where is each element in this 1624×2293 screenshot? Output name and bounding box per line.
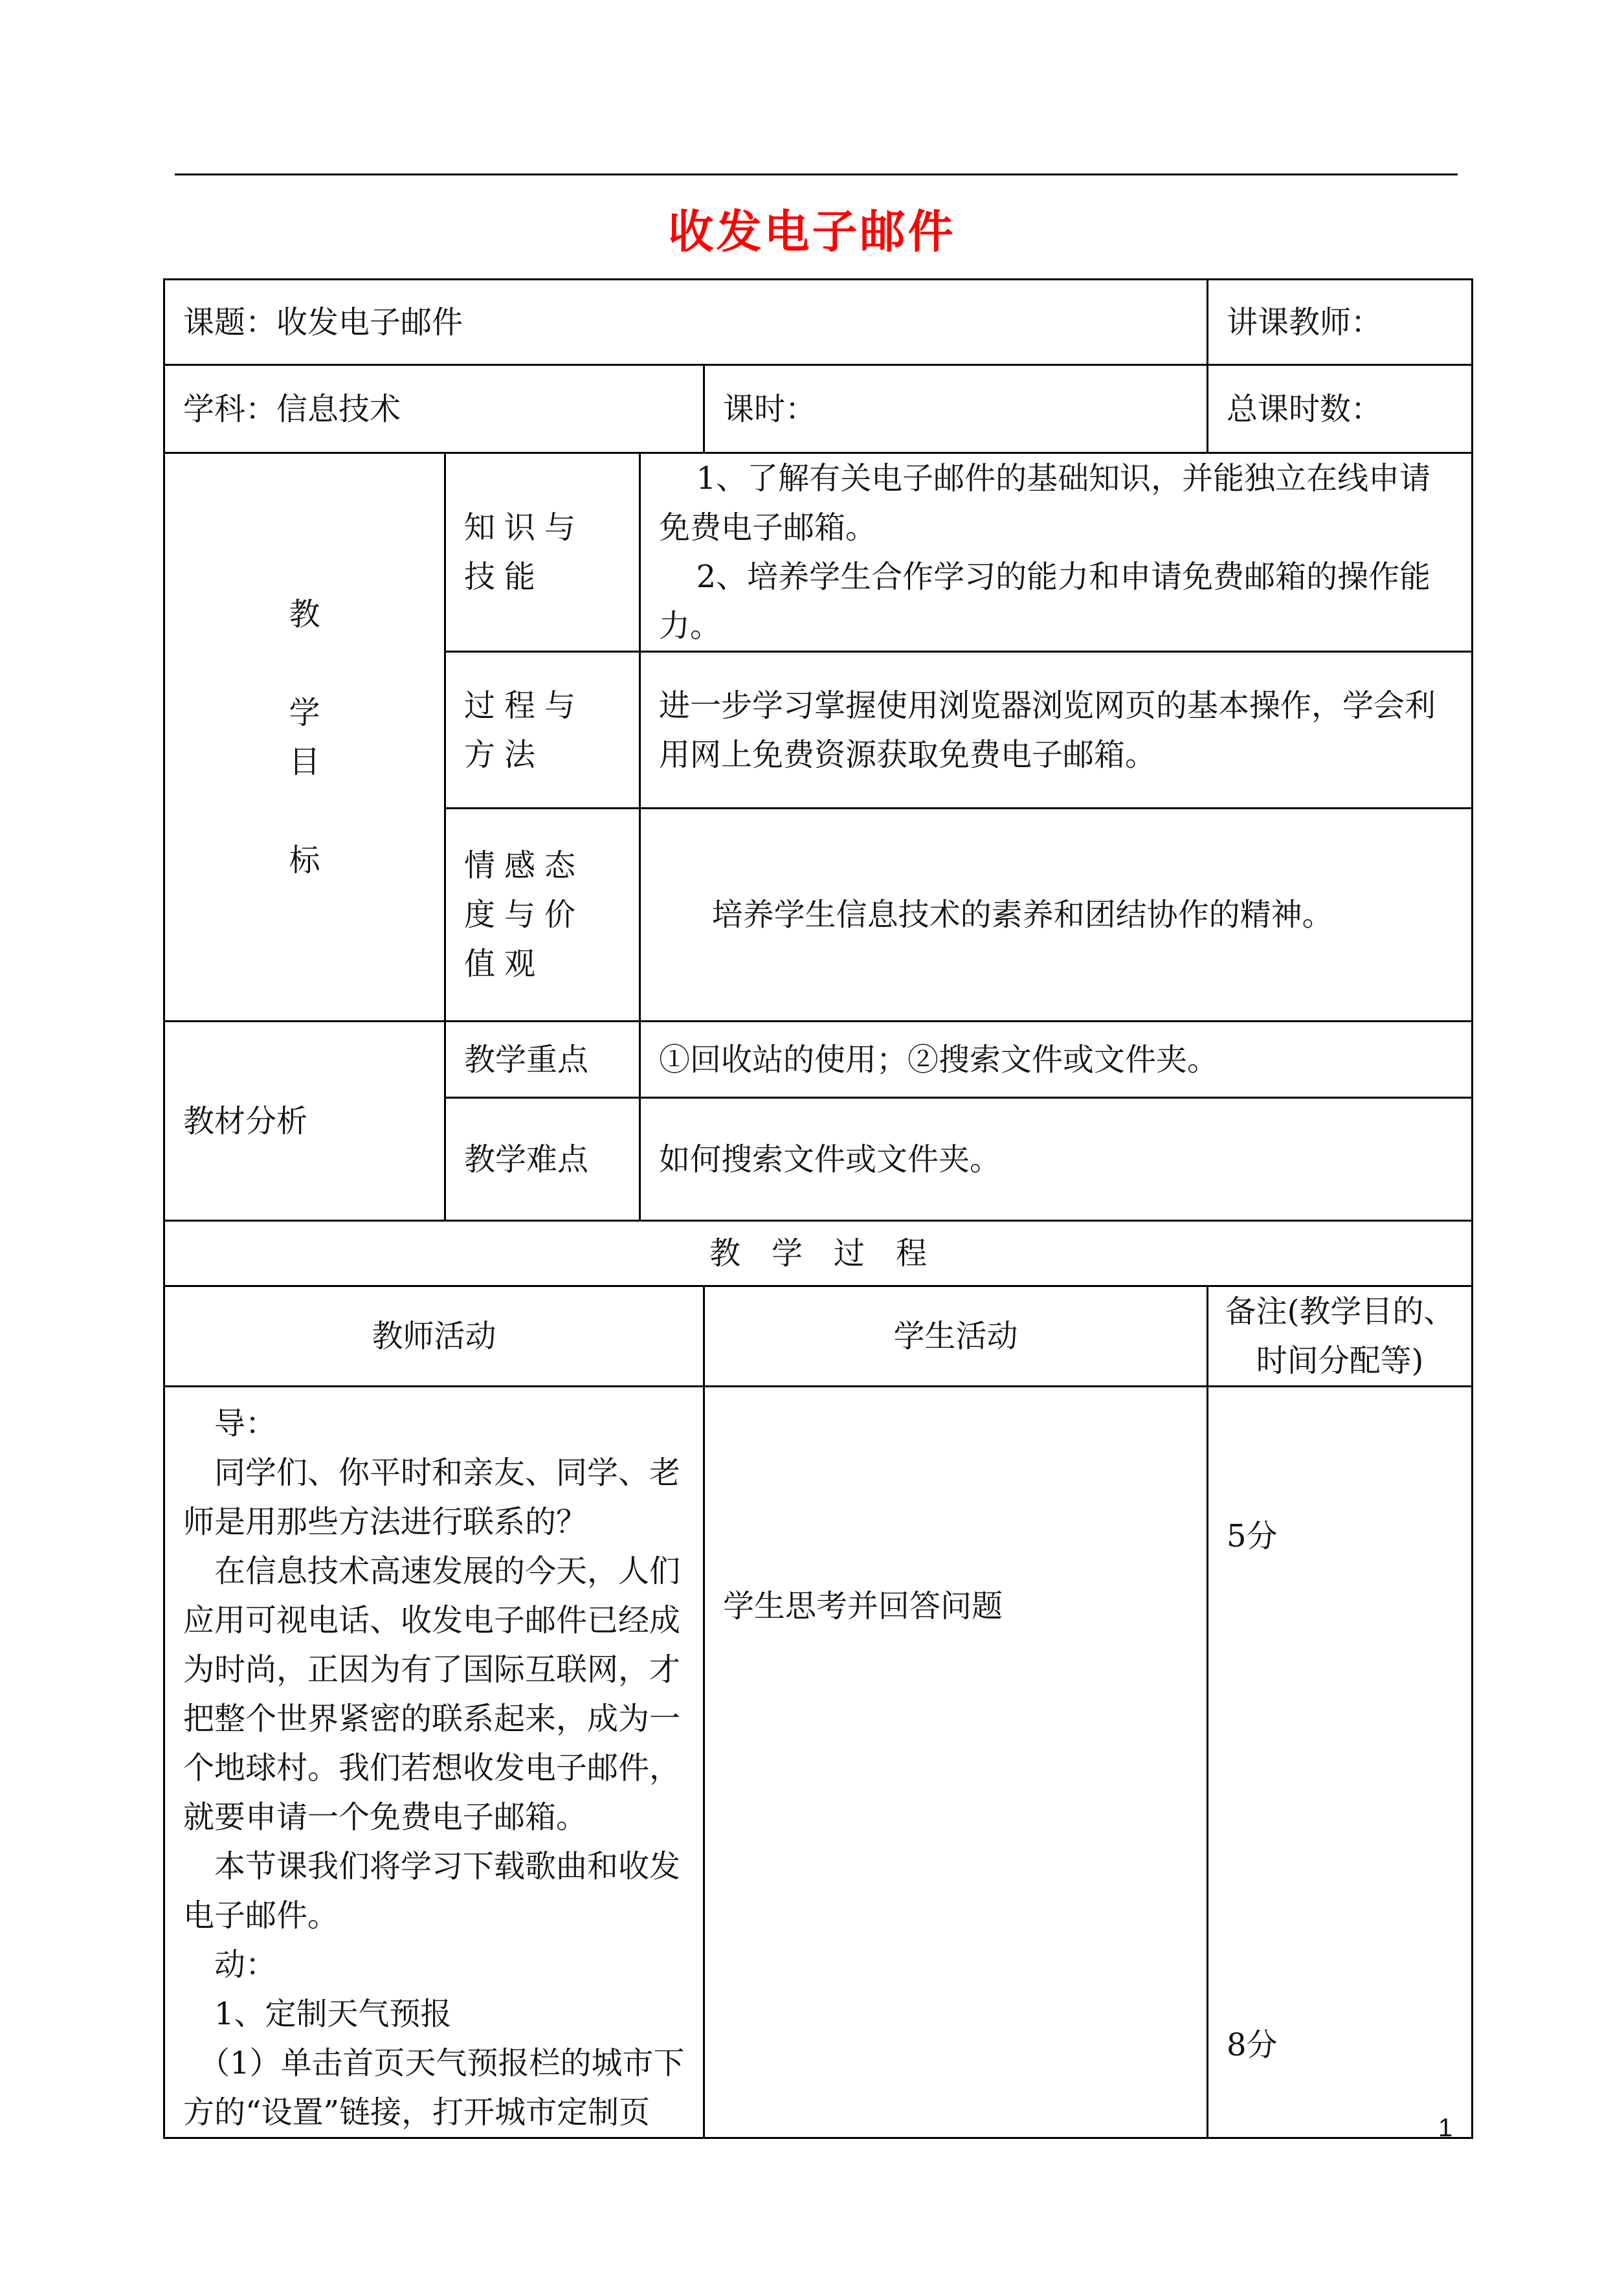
teacher-paragraph: （1）单击首页天气预报栏的城市下方的“设置”链接，打开城市定制页 xyxy=(183,2045,685,2131)
objective-label-process: 过程与方法 xyxy=(445,652,640,809)
objective-content-attitude: 培养学生信息技术的素养和团结协作的精神。 xyxy=(640,809,1473,1022)
time-note: 5分 xyxy=(1227,1518,1278,1554)
teacher-paragraph: 导： xyxy=(214,1405,277,1442)
header-rule xyxy=(175,173,1458,175)
objective-label-attitude: 情感态度与价值观 xyxy=(445,809,640,1022)
analysis-label: 教材分析 xyxy=(164,1022,445,1221)
student-activity-content: 学生思考并回答问题 xyxy=(704,1387,1208,2138)
teacher-paragraph: 1、定制天气预报 xyxy=(214,1996,452,2032)
teacher-paragraph: 在信息技术高速发展的今天，人们应用可视电话、收发电子邮件已经成为时尚，正因为有了国际互联网，才把整个世界紧密的联系起来，成为一个地球村。我们若想收发电子邮件，就要申请一个免费电子邮箱。 xyxy=(183,1553,681,1835)
process-columns-row xyxy=(164,1286,1473,1387)
period-cell: 课时： xyxy=(704,365,1208,453)
objective-content-knowledge xyxy=(640,453,1473,652)
difficult-content: 如何搜索文件或文件夹。 xyxy=(640,1098,1473,1221)
difficult-label: 教学难点 xyxy=(445,1098,640,1221)
objectives-label-char: 教 xyxy=(289,596,320,632)
teacher-cell: 讲课教师： xyxy=(1208,280,1473,365)
process-heading: 教 学 过 程 xyxy=(164,1221,1473,1286)
topic-cell: 课题：收发电子邮件 xyxy=(164,280,1208,365)
teacher-paragraph: 本节课我们将学习下载歌曲和收发电子邮件。 xyxy=(183,1848,681,1934)
objectives-label xyxy=(164,453,445,1022)
objectives-label-char: 标 xyxy=(289,842,320,878)
col-notes: 备注(教学目的、时间分配等) xyxy=(1208,1286,1473,1387)
lesson-plan-table xyxy=(163,278,1473,2139)
time-note: 8分 xyxy=(1227,2027,1278,2063)
subject-cell: 学科：信息技术 xyxy=(164,365,704,453)
teacher-activity-content xyxy=(164,1387,704,2138)
analysis-row-key xyxy=(164,1022,1473,1098)
objective-content-process: 进一步学习掌握使用浏览器浏览网页的基本操作，学会利用网上免费资源获取免费电子邮箱。 xyxy=(640,652,1473,809)
process-heading-row xyxy=(164,1221,1473,1286)
objectives-label-char: 目 xyxy=(289,743,320,780)
header-row-topic xyxy=(164,280,1473,365)
key-points-content: ①回收站的使用；②搜索文件或文件夹。 xyxy=(640,1022,1473,1098)
col-student-activity: 学生活动 xyxy=(704,1286,1208,1387)
col-teacher-activity: 教师活动 xyxy=(164,1286,704,1387)
objective-label-knowledge: 知识与技能 xyxy=(445,453,640,652)
total-periods-cell: 总课时数： xyxy=(1208,365,1473,453)
page-number: 1 xyxy=(1438,2114,1453,2142)
key-points-label: 教学重点 xyxy=(445,1022,640,1098)
objective-line: 2、培养学生合作学习的能力和申请免费邮箱的操作能力。 xyxy=(659,559,1431,644)
objective-line: 1、了解有关电子邮件的基础知识，并能独立在线申请免费电子邮箱。 xyxy=(659,460,1431,546)
header-row-subject xyxy=(164,365,1473,453)
document-title: 收发电子邮件 xyxy=(668,205,956,258)
process-content-row xyxy=(164,1387,1473,2138)
teacher-paragraph: 同学们、你平时和亲友、同学、老师是用那些方法进行联系的？ xyxy=(183,1455,681,1540)
notes-content xyxy=(1208,1387,1473,2138)
objectives-label-char: 学 xyxy=(289,694,320,731)
objective-row-knowledge xyxy=(164,453,1473,652)
teacher-paragraph: 动： xyxy=(214,1947,277,1983)
